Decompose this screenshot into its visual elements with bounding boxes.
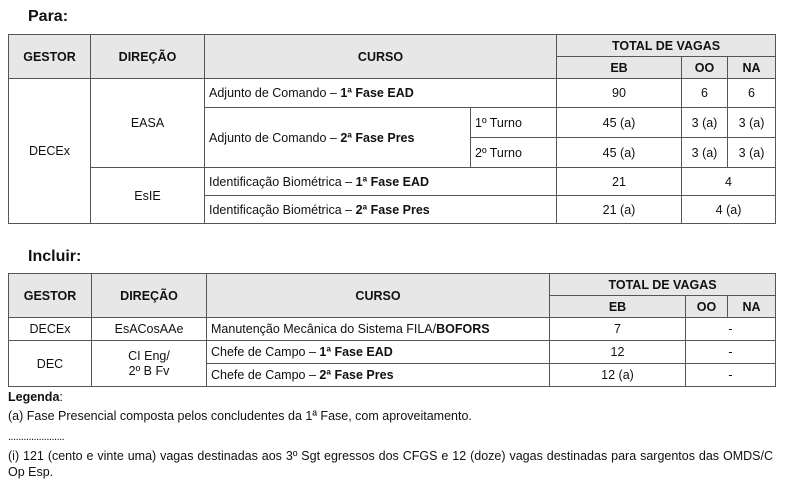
legend-heading: [8, 390, 63, 404]
header-na: NA: [728, 57, 776, 79]
gestor-cell: DEC: [9, 341, 92, 387]
eb-cell: 12: [550, 341, 686, 364]
gestor-cell: DECEx: [9, 79, 91, 224]
curso-phase: 2ª Fase Pres: [340, 130, 415, 145]
header-oo: OO: [686, 296, 728, 318]
legend-item-i: (i) 121 (cento e vinte uma) vagas destinadas aos 3º Sgt egressos dos CFGS e 12 (doze) vagas destinadas para sargentos das OMDS/C Op Esp.: [8, 449, 773, 479]
curso-text: Manutenção Mecânica do Sistema FILA/: [211, 322, 437, 336]
eb-cell: 90: [557, 79, 682, 108]
oo-na-cell: 4 (a): [682, 196, 776, 224]
curso-cell: [207, 318, 550, 341]
oo-na-cell: 4: [682, 168, 776, 196]
turno-cell: 2º Turno: [471, 138, 557, 168]
header-eb: EB: [550, 296, 686, 318]
curso-text: Adjunto de Comando –: [209, 130, 341, 145]
curso-phase: 2ª Fase Pres: [319, 368, 394, 382]
curso-cell: [205, 79, 557, 108]
oo-na-cell: -: [686, 364, 776, 387]
curso-text: Adjunto de Comando –: [209, 86, 341, 100]
legend-ellipsis: ......................: [8, 431, 65, 443]
para-table: [8, 34, 776, 224]
eb-cell: 45 (a): [557, 138, 682, 168]
curso-text: Identificação Biométrica –: [209, 202, 356, 217]
curso-system: BOFORS: [436, 322, 490, 336]
direcao-cell: EsACosAAe: [92, 318, 207, 341]
oo-cell: 3 (a): [682, 138, 728, 168]
curso-phase: 1ª Fase EAD: [319, 345, 393, 359]
header-oo: OO: [682, 57, 728, 79]
oo-cell: 3 (a): [682, 108, 728, 138]
header-curso: CURSO: [207, 274, 550, 318]
header-direcao: DIREÇÃO: [92, 274, 207, 318]
eb-cell: 7: [550, 318, 686, 341]
curso-cell: [205, 196, 557, 224]
header-na: NA: [728, 296, 776, 318]
legend-label: Legenda: [8, 390, 60, 404]
eb-cell: 21 (a): [557, 196, 682, 224]
curso-text: Chefe de Campo –: [211, 345, 320, 359]
na-cell: 3 (a): [728, 108, 776, 138]
incluir-title: Incluir:: [28, 248, 82, 265]
curso-cell: [207, 364, 550, 387]
eb-cell: 45 (a): [557, 108, 682, 138]
legend-item-a: (a) Fase Presencial composta pelos concludentes da 1ª Fase, com aproveitamento.: [8, 409, 472, 423]
para-title: Para:: [28, 8, 69, 25]
header-curso: CURSO: [205, 35, 557, 79]
curso-cell: [205, 108, 471, 168]
na-cell: 6: [728, 79, 776, 108]
header-direcao: DIREÇÃO: [91, 35, 205, 79]
header-total-vagas: TOTAL DE VAGAS: [550, 274, 776, 296]
eb-cell: 12 (a): [550, 364, 686, 387]
header-gestor: GESTOR: [9, 274, 92, 318]
oo-na-cell: -: [686, 318, 776, 341]
curso-phase: 2ª Fase Pres: [355, 202, 430, 217]
header-gestor: GESTOR: [9, 35, 91, 79]
direcao-cell: EsIE: [91, 168, 205, 224]
oo-na-cell: -: [686, 341, 776, 364]
na-cell: 3 (a): [728, 138, 776, 168]
oo-cell: 6: [682, 79, 728, 108]
curso-cell: [205, 168, 557, 196]
direcao-cell: EASA: [91, 79, 205, 168]
direcao-line: 2º B Fv: [128, 363, 170, 378]
curso-cell: [207, 341, 550, 364]
turno-cell: 1º Turno: [471, 108, 557, 138]
direcao-line: CI Eng/: [128, 348, 170, 363]
eb-cell: 21: [557, 168, 682, 196]
gestor-cell: DECEx: [9, 318, 92, 341]
curso-phase: 1ª Fase EAD: [340, 86, 414, 100]
direcao-cell: [92, 341, 207, 387]
curso-text: Identificação Biométrica –: [209, 174, 356, 189]
header-eb: EB: [557, 57, 682, 79]
curso-phase: 1ª Fase EAD: [355, 174, 430, 189]
header-total-vagas: TOTAL DE VAGAS: [557, 35, 776, 57]
curso-text: Chefe de Campo –: [211, 368, 320, 382]
legend-colon: :: [59, 390, 63, 404]
incluir-table: [8, 273, 776, 387]
